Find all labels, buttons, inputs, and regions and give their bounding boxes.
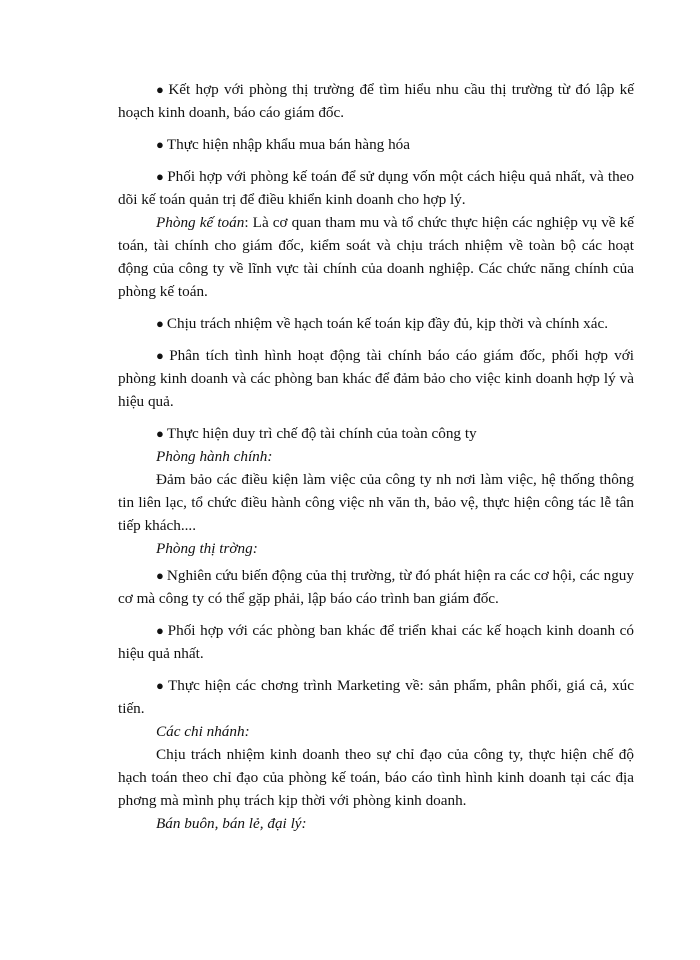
- bullet-paragraph: ● Phối hợp với phòng kế toán để sử dụng vốn một cách hiệu quả nhất, và theo dõi kế toán quản trị để điều khiển kinh doanh cho hợp lý.: [118, 168, 635, 208]
- bullet-paragraph: ● Nghiên cứu biến động của thị trường, từ đó phát hiện ra các cơ hội, các nguy cơ mà công ty có thể gặp phải, lập báo cáo trình ban giám đốc.: [118, 567, 634, 607]
- bullet-icon: ●: [156, 623, 165, 638]
- bullet-icon: ●: [156, 137, 164, 152]
- section-paragraph-accounting: Phòng kế toán: Là cơ quan tham mu và tổ chức thực hiện các nghiệp vụ về kế toán, tài chính cho giám đốc, kiểm soát và chịu trách nhiệm về toàn bộ các hoạt động của công ty về lĩnh vực tài chính của doanh nghiệp. Các chức năng chính của phòng kế toán.: [118, 214, 634, 300]
- bullet-paragraph: ● Thực hiện các chơng trình Marketing về: sản phẩm, phân phối, giá cả, xúc tiến.: [118, 677, 635, 717]
- section-heading-admin: Phòng hành chính:: [156, 448, 273, 465]
- bullet-icon: ●: [156, 348, 167, 363]
- bullet-icon: ●: [156, 568, 164, 583]
- bullet-icon: ●: [156, 678, 165, 693]
- bullet-paragraph: ● Phân tích tình hình hoạt động tài chính báo cáo giám đốc, phối hợp với phòng kinh doanh và các phòng ban khác để đảm bảo cho việc kinh doanh hợp lý và hiệu quả.: [118, 347, 634, 410]
- section-heading-branches: Các chi nhánh:: [156, 723, 250, 740]
- text-paragraph: Chịu trách nhiệm kinh doanh theo sự chỉ đạo của công ty, thực hiện chế độ hạch toán theo chỉ đạo của phòng kế toán, báo cáo tình hình kinh doanh tại các địa phơng mà mình phụ trách kịp thời với phòng kinh doanh.: [118, 746, 634, 809]
- text-paragraph: Đảm bảo các điều kiện làm việc của công ty nh nơi làm việc, hệ thống thông tin liên lạc, tổ chức điều hành công việc nh văn th, bảo vệ, thực hiện công tác lễ tân tiếp khách....: [118, 471, 634, 534]
- bullet-paragraph: ● Chịu trách nhiệm về hạch toán kế toán kịp đầy đủ, kịp thời và chính xác.: [156, 315, 609, 332]
- section-heading-sales: Bán buôn, bán lẻ, đại lý:: [156, 815, 307, 832]
- bullet-icon: ●: [156, 82, 166, 97]
- bullet-paragraph: ● Kết hợp với phòng thị trường để tìm hiểu nhu cầu thị trường từ đó lập kế hoạch kinh doanh, báo cáo giám đốc.: [118, 81, 634, 121]
- bullet-icon: ●: [156, 316, 164, 331]
- bullet-paragraph: ● Thực hiện duy trì chế độ tài chính của toàn công ty: [156, 425, 477, 442]
- bullet-icon: ●: [156, 169, 165, 184]
- section-heading-accounting: Phòng kế toán: [156, 214, 245, 231]
- document-page: [118, 78, 634, 835]
- bullet-paragraph: ● Thực hiện nhập khẩu mua bán hàng hóa: [156, 136, 411, 153]
- bullet-paragraph: ● Phối hợp với các phòng ban khác để triển khai các kế hoạch kinh doanh có hiệu quả nhất.: [118, 622, 635, 662]
- section-heading-market: Phòng thị trờng:: [156, 540, 258, 557]
- bullet-icon: ●: [156, 426, 164, 441]
